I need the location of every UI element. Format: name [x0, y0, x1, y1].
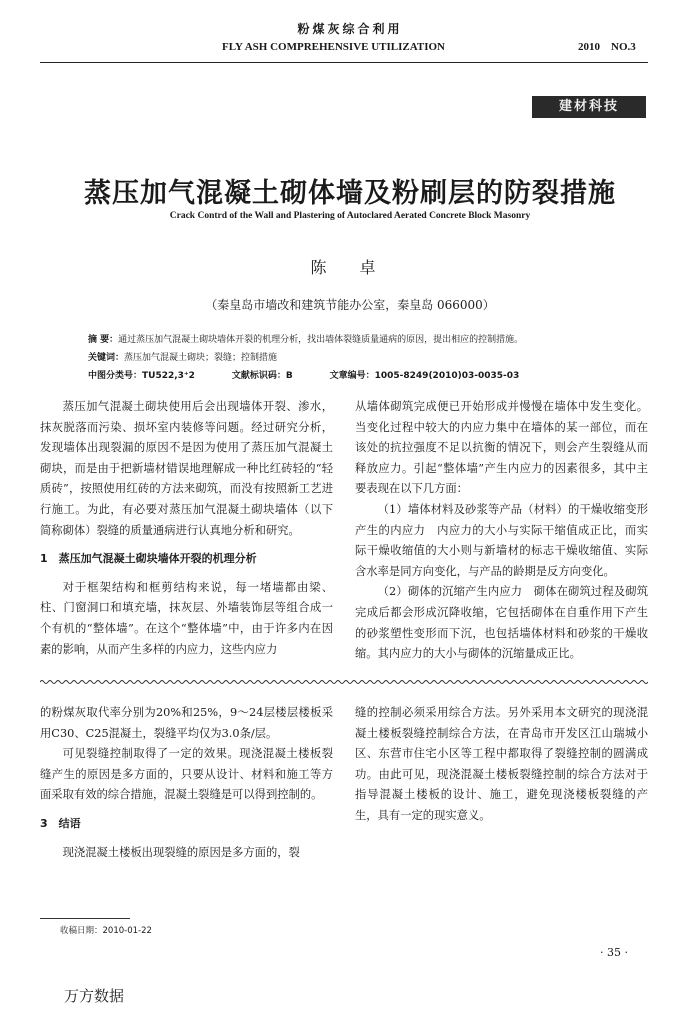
- paragraph: 从墙体砌筑完成便已开始形成并慢慢在墙体中发生变化。当变化过程中较大的内应力集中在墙体的某一部位，而在该处的抗拉强度不足以抗衡的情况下，则会产生裂缝从而释放应力。引起“整体墙”产生内应力的因素很多，其中主要表现在以下几方面：: [355, 400, 648, 496]
- paragraph: （1）墙体材料及砂浆等产品（材料）的干燥收缩变形产生的内应力 内应力的大小与实际干缩值成正比，而实际干燥收缩值的大小则与新墙材的标志干燥收缩值、实际含水率是同方向变化，与产品的龄期是反方向变化。: [355, 502, 648, 578]
- page-number: · 35 ·: [600, 946, 628, 959]
- abstract-label: 摘 要：: [88, 335, 119, 345]
- paragraph: 对于框架结构和框剪结构来说，每一堵墙都由梁、柱、门窗洞口和填充墙，抹灰层、外墙装饰层等组合成一个有机的“整体墙”。在这个“整体墙”中，由于许多内在因素的影响，从而产生多样的内应力，这些内应力: [40, 580, 333, 656]
- paragraph: 蒸压加气混凝土砌块使用后会出现墙体开裂、渗水，抹灰脱落而污染、损坏室内装修等问题。经过研究分析，发现墙体出现裂漏的原因不是因为使用了蒸压加气混凝土砌块，而是由于把新墙材错误地理解成一种比红砖轻的“轻质砖”，按照使用红砖的方法来砌筑，而没有按照新工艺进行施工。为此，有必要对蒸压加气混凝土砌块墙体（以下简称砌体）裂缝的质量通病进行认真地分析和研究。: [40, 400, 333, 537]
- section-tag: 建材科技: [532, 96, 646, 118]
- journal-issue: 2010 NO.3: [578, 41, 636, 53]
- body-right-column-top: [355, 397, 648, 665]
- body-left-column-bottom: [40, 703, 333, 863]
- article-no-label: 文章编号：: [329, 371, 375, 381]
- journal-title-en: FLY ASH COMPREHENSIVE UTILIZATION: [222, 41, 446, 53]
- article-title-en: Crack Contrd of the Wall and Plastering of Autoclared Aerated Concrete Block Masonry: [169, 211, 531, 221]
- paragraph: 可见裂缝控制取得了一定的效果。现浇混凝土楼板裂缝产生的原因是多方面的，只要从设计、材料和施工等方面采取有效的综合措施，混凝土裂缝是可以得到控制的。: [40, 747, 333, 802]
- doc-label: 文献标识码：: [231, 371, 286, 381]
- paragraph: 现浇混凝土楼板出现裂缝的原因是多方面的，裂: [62, 845, 300, 859]
- paragraph: 的粉煤灰取代率分别为20%和25%，9～24层楼层楼板采用C30、C25混凝土，裂缝平均仅为3.0条/层。: [40, 706, 333, 740]
- journal-title-cn: 粉煤灰综合利用: [297, 22, 403, 36]
- classification-line: [88, 368, 553, 381]
- body-left-column-top: [40, 397, 333, 660]
- wavy-divider: [40, 678, 648, 686]
- section-heading-1: 1 蒸压加气混凝土砌块墙体开裂的机理分析: [40, 552, 257, 566]
- section-heading-3: 3 结语: [40, 816, 81, 830]
- paragraph: （2）砌体的沉缩产生内应力 砌体在砌筑过程及砌筑完成后都会形成沉降收缩，它包括砌体在自重作用下产生的砂浆塑性变形而下沉，也包括墙体材料和砂浆的干燥收缩。其内应力的大小与砌体的沉缩量成正比。: [355, 585, 648, 661]
- abstract: [88, 332, 523, 345]
- paragraph: 缝的控制必须采用综合方法。另外采用本文研究的现浇混凝土楼板裂缝控制综合方法，在青岛市开发区江山瑞城小区、东营市住宅小区等工程中都取得了裂缝控制的圆满成功。由此可见，现浇混凝土楼板裂缝控制的综合方法对于指导混凝土楼板的设计、施工，避免现浇楼板裂缝的产生，具有一定的现实意义。: [355, 706, 648, 822]
- author: 陈 卓: [310, 258, 390, 277]
- article-no-value: 1005-8249(2010)03-0035-03: [374, 371, 520, 381]
- class-value: TU522,3⁺2: [142, 371, 195, 381]
- footnote-rule: [40, 918, 130, 919]
- class-label: 中图分类号：: [88, 371, 143, 381]
- keywords-text: 蒸压加气混凝土砌块；裂缝；控制措施: [124, 353, 278, 363]
- header-rule: [40, 62, 648, 63]
- received-date: 收稿日期：2010-01-22: [60, 926, 152, 936]
- watermark-text: 万方数据: [64, 987, 125, 1005]
- affiliation: （秦皇岛市墙改和建筑节能办公室，秦皇岛 066000）: [205, 298, 495, 312]
- keywords: [88, 350, 277, 363]
- keywords-label: 关键词：: [88, 353, 125, 363]
- abstract-text: 通过蒸压加气混凝土砌块墙体开裂的机理分析，找出墙体裂缝质量通病的原因，提出相应的控制措施。: [118, 335, 524, 345]
- article-title: 蒸压加气混凝土砌体墙及粉刷层的防裂措施: [84, 178, 616, 209]
- body-right-column-bottom: [355, 703, 648, 827]
- doc-value: B: [285, 371, 293, 381]
